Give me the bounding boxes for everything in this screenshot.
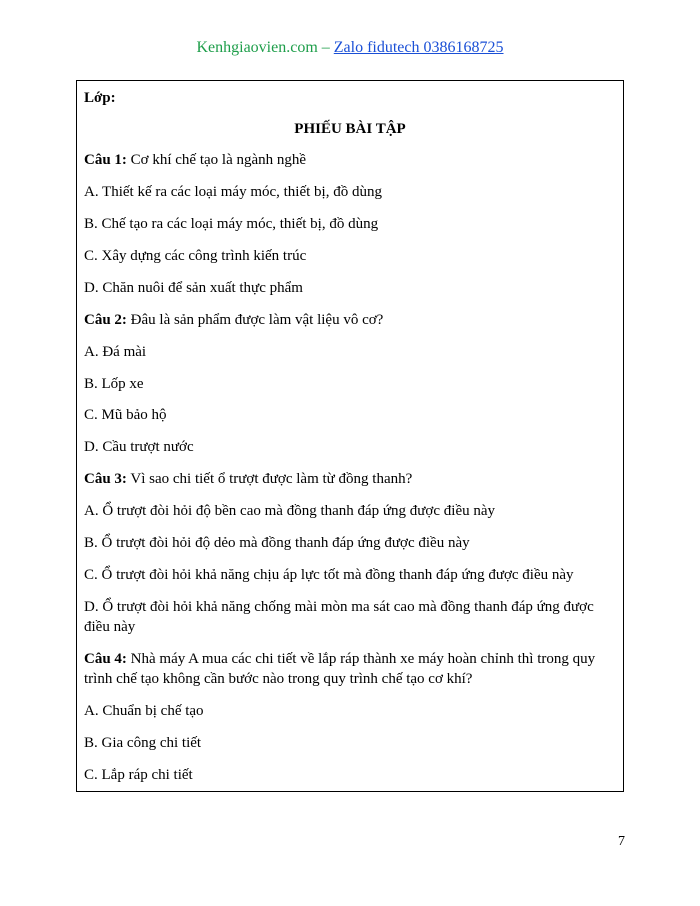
- question-4: [84, 649, 619, 689]
- q2-option-a: A. Đá mài: [84, 344, 147, 360]
- question-3: [84, 469, 619, 489]
- q4-option-b: B. Gia công chi tiết: [84, 735, 202, 751]
- question-label: Câu 1:: [84, 152, 127, 168]
- page-number: 7: [618, 834, 625, 849]
- q1-option-b: B. Chế tạo ra các loại máy móc, thiết bị, đồ dùng: [84, 216, 379, 232]
- q4-option-a: A. Chuẩn bị chế tạo: [84, 703, 204, 719]
- q3-option-b: B. Ổ trượt đòi hỏi độ dẻo mà đồng thanh đáp ứng được điều này: [84, 535, 470, 551]
- question-label: Câu 2:: [84, 312, 127, 328]
- q2-option-d: D. Cầu trượt nước: [84, 439, 194, 455]
- question-label: Câu 3:: [84, 471, 127, 487]
- question-2: [84, 310, 619, 330]
- q4-option-c: C. Lắp ráp chi tiết: [84, 767, 193, 783]
- header-site-link[interactable]: Kenhgiaovien.com: [196, 39, 318, 56]
- page-header: [0, 38, 700, 58]
- question-text: Nhà máy A mua các chi tiết về lắp ráp thành xe máy hoàn chỉnh thì trong quy trình chế tạo không cần bước nào trong quy trình chế tạo cơ khí?: [84, 651, 596, 687]
- q1-option-a: A. Thiết kế ra các loại máy móc, thiết bị, đồ dùng: [84, 184, 382, 200]
- q3-option-d: D. Ổ trượt đòi hỏi khả năng chống mài mòn ma sát cao mà đồng thanh đáp ứng được điều này: [84, 599, 594, 635]
- question-text: Vì sao chi tiết ổ trượt được làm từ đồng thanh?: [126, 471, 413, 487]
- class-label: Lớp:: [84, 90, 116, 106]
- question-1: [84, 150, 619, 170]
- question-label: Câu 4:: [84, 651, 127, 667]
- worksheet-title: PHIẾU BÀI TẬP: [294, 121, 406, 137]
- header-zalo-link[interactable]: Zalo fidutech 0386168725: [333, 39, 504, 56]
- q2-option-c: C. Mũ bảo hộ: [84, 407, 167, 423]
- question-text: Đâu là sản phẩm được làm vật liệu vô cơ?: [126, 312, 384, 328]
- q1-option-c: C. Xây dựng các công trình kiến trúc: [84, 248, 307, 264]
- header-separator: –: [317, 39, 334, 56]
- q2-option-b: B. Lốp xe: [84, 376, 144, 392]
- question-text: Cơ khí chế tạo là ngành nghề: [126, 152, 307, 168]
- q1-option-d: D. Chăn nuôi để sản xuất thực phẩm: [84, 280, 303, 296]
- q3-option-c: C. Ổ trượt đòi hỏi khả năng chịu áp lực tốt mà đồng thanh đáp ứng được điều này: [84, 567, 574, 583]
- q3-option-a: A. Ổ trượt đòi hỏi độ bền cao mà đồng thanh đáp ứng được điều này: [84, 503, 496, 519]
